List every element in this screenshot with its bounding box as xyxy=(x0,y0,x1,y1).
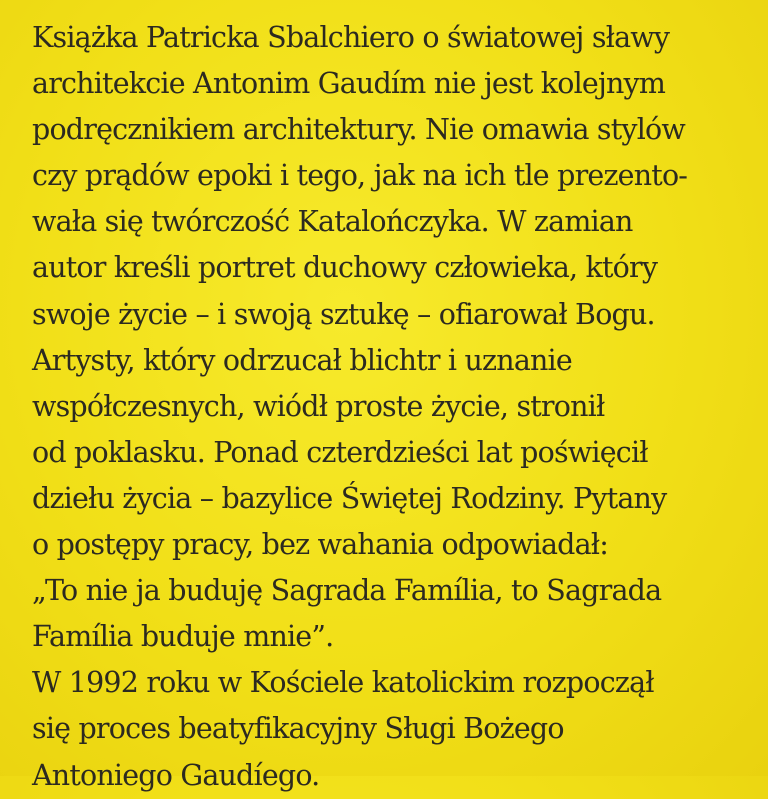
text-line-2: architekcie Antonim Gaudím nie jest kolejnym xyxy=(32,67,666,101)
text-line-16: się proces beatyfikacyjny Sługi Bożego xyxy=(32,712,564,746)
text-line-10: od poklasku. Ponad czterdzieści lat poświęcił xyxy=(32,435,648,469)
text-line-17: Antoniego Gaudíego. xyxy=(32,758,320,792)
text-line-9: współczesnych, wiódł proste życie, stronił xyxy=(32,389,605,423)
description-text xyxy=(32,15,768,799)
text-line-7: swoje życie – i swoją sztukę – ofiarował Bogu. xyxy=(32,297,655,331)
text-line-15: W 1992 roku w Kościele katolickim rozpoczął xyxy=(32,666,654,700)
text-line-12: o postępy pracy, bez wahania odpowiadał: xyxy=(32,528,609,562)
text-line-6: autor kreśli portret duchowy człowieka, który xyxy=(32,251,658,285)
text-line-1: Książka Patricka Sbalchiero o światowej sławy xyxy=(32,21,670,54)
text-line-13: „To nie ja buduję Sagrada Família, to Sagrada xyxy=(32,574,662,608)
text-line-11: dziełu życia – bazylice Świętej Rodziny. Pytany xyxy=(32,481,667,515)
text-line-8: Artysty, który odrzucał blichtr i uznanie xyxy=(32,343,572,377)
text-line-14: Família buduje mnie”. xyxy=(32,620,334,654)
text-line-5: wała się twórczość Katalończyka. W zamian xyxy=(32,205,633,239)
text-line-4: czy prądów epoki i tego, jak na ich tle prezento- xyxy=(32,159,688,193)
text-line-3: podręcznikiem architektury. Nie omawia stylów xyxy=(32,113,685,147)
